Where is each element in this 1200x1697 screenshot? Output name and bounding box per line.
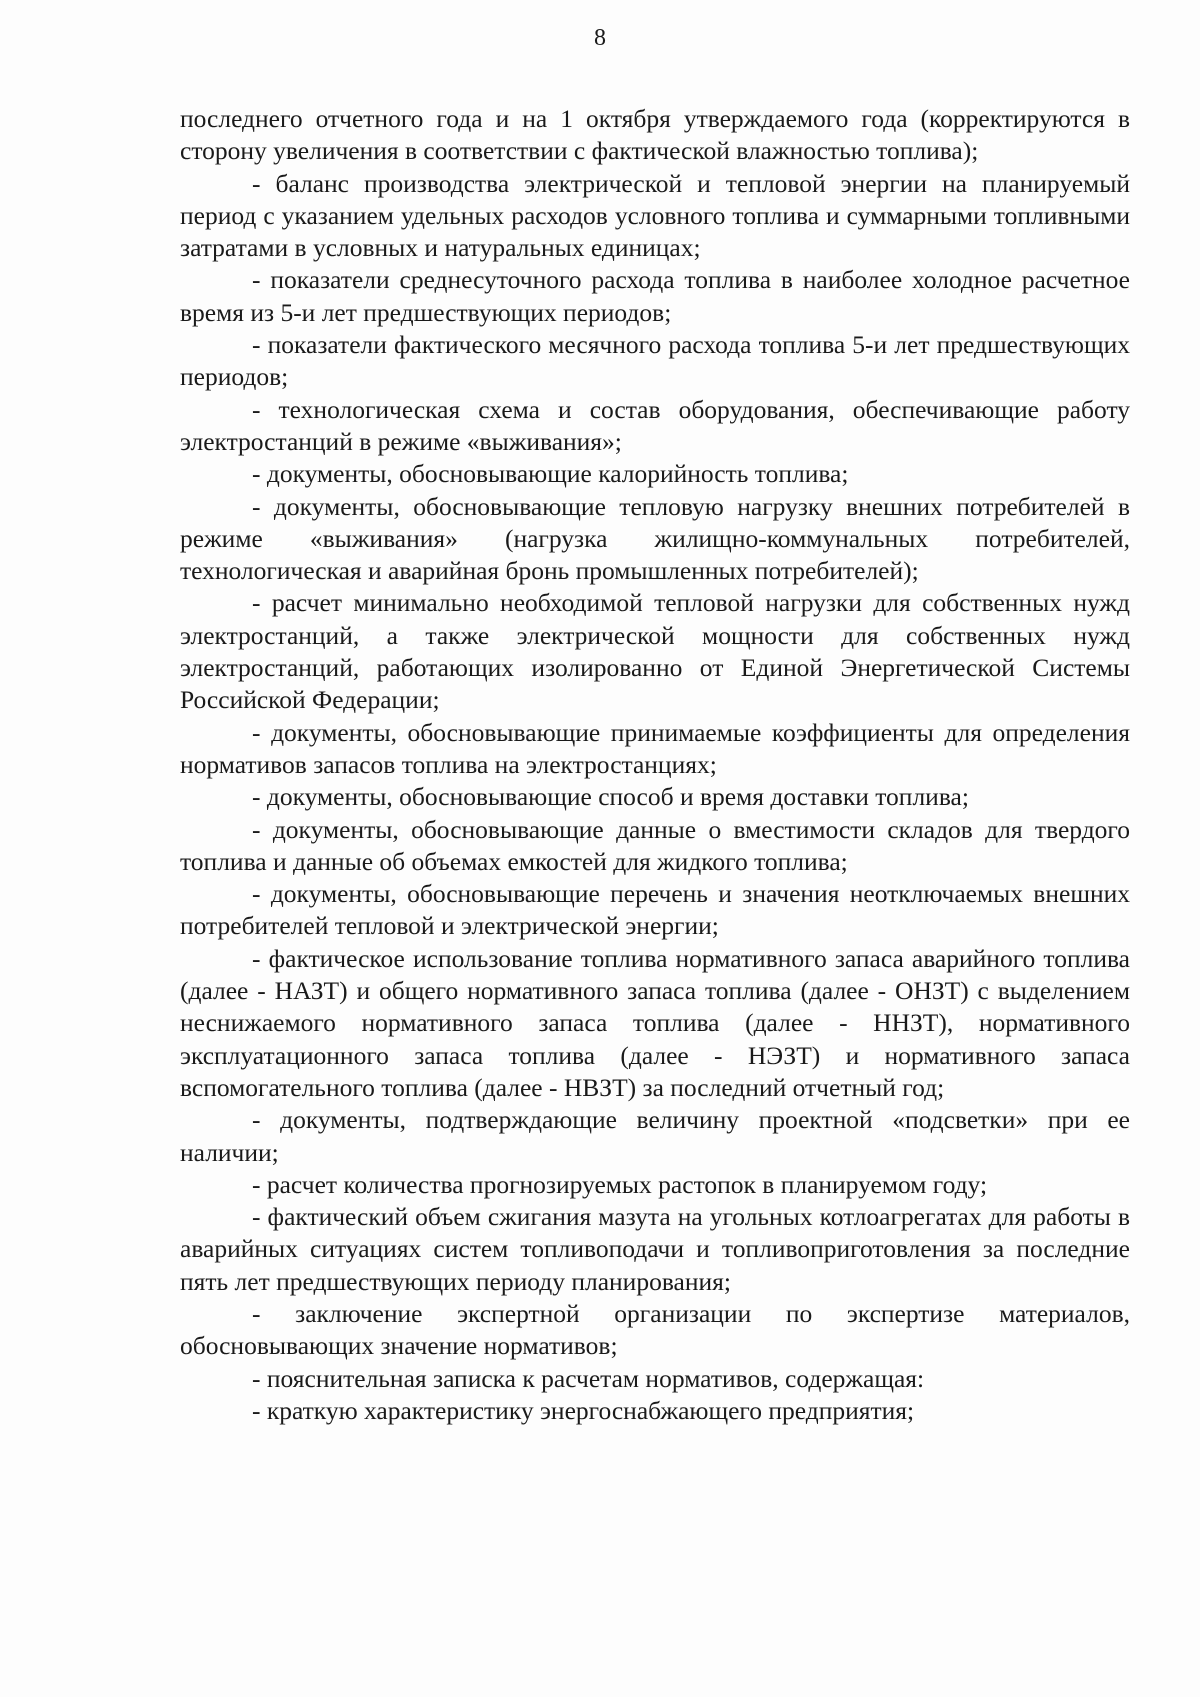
list-item: - документы, обосновывающие способ и время доставки топлива;	[252, 782, 969, 812]
list-item: - технологическая схема и состав оборудования, обеспечивающие работу электростанций в режиме «выживания»;	[180, 394, 1130, 456]
list-item: - расчет количества прогнозируемых растопок в планируемом году;	[252, 1169, 988, 1199]
list-item: - документы, обосновывающие тепловую нагрузку внешних потребителей в режиме «выживания» (нагрузка жилищно-коммунальных потребителей, технологическая и аварийная бронь промышленных потребителей);	[180, 491, 1130, 586]
list-item: - документы, обосновывающие данные о вместимости складов для твердого топлива и данные об объемах емкостей для жидкого топлива;	[180, 814, 1130, 876]
page-number: 8	[594, 25, 606, 51]
list-item: - баланс производства электрической и тепловой энергии на планируемый период с указанием удельных расходов условного топлива и суммарными топливными затратами в условных и натуральных единицах;	[180, 168, 1130, 263]
list-item: - заключение экспертной организации по экспертизе материалов, обосновывающих значение нормативов;	[180, 1298, 1130, 1361]
paragraph-continuation: последнего отчетного года и на 1 октября утверждаемого года (корректируются в сторону увеличения в соответствии с фактической влажностью топлива);	[180, 104, 1130, 166]
list-item: - краткую характеристику энергоснабжающего предприятия;	[252, 1395, 915, 1425]
list-item: - документы, обосновывающие калорийность топлива;	[252, 459, 849, 489]
list-item: - пояснительная записка к расчетам нормативов, содержащая:	[252, 1363, 925, 1393]
list-item: - фактический объем сжигания мазута на угольных котлоагрегатах для работы в аварийных ситуациях систем топливоподачи и топливоприготовления за последние пять лет предшествующих периоду планирования;	[180, 1202, 1130, 1296]
list-item: - расчет минимально необходимой тепловой нагрузки для собственных нужд электростанций, а также электрической мощности для собственных нужд электростанций, работающих изолированно от Единой Энергетической Системы Российской Федерации;	[180, 588, 1130, 715]
list-item: - показатели фактического месячного расхода топлива 5-и лет предшествующих периодов;	[180, 330, 1130, 392]
list-item: - показатели среднесуточного расхода топлива в наиболее холодное расчетное время из 5-и лет предшествующих периодов;	[180, 265, 1130, 327]
list-item: - документы, подтверждающие величину проектной «подсветки» при ее наличии;	[180, 1105, 1130, 1167]
list-item: - документы, обосновывающие перечень и значения неотключаемых внешних потребителей тепловой и электрической энергии;	[180, 879, 1130, 941]
list-item: - документы, обосновывающие принимаемые коэффициенты для определения нормативов запасов топлива на электростанциях;	[180, 717, 1130, 779]
list-item: - фактическое использование топлива нормативного запаса аварийного топлива (далее - НАЗТ) и общего нормативного запаса топлива (далее - ОНЗТ) с выделением неснижаемого нормативного запаса топлива (далее - ННЗТ), нормативного эксплуатационного запаса топлива (далее - НЭЗТ) и нормативного запаса вспомогательного топлива (далее - НВЗТ) за последний отчетный год;	[180, 943, 1130, 1102]
document-body	[180, 103, 1130, 1427]
